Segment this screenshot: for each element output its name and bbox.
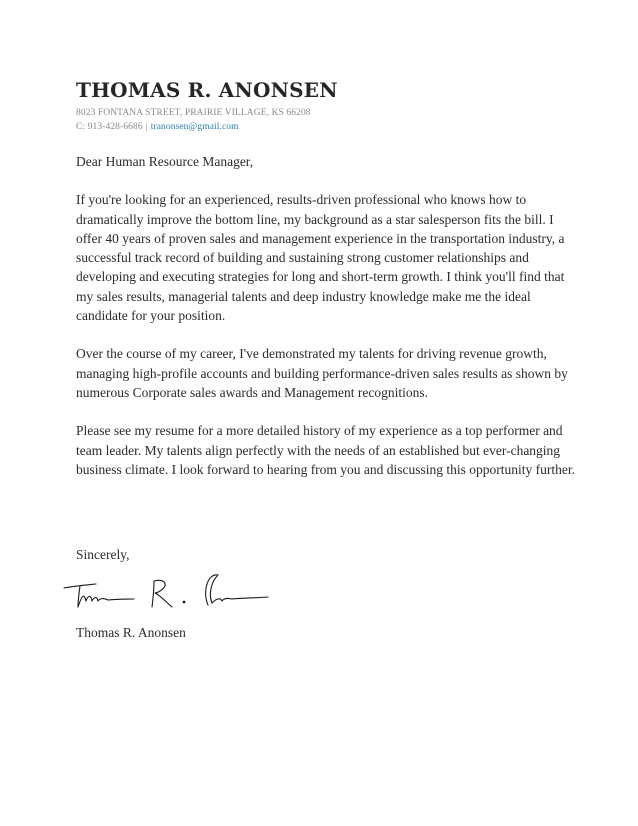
letter-body [76,152,576,498]
sender-name: THOMAS R. ANONSEN [76,78,338,102]
sender-phone: C: 913-428-6686 [76,122,143,132]
paragraph-career: Over the course of my career, I've demonstrated my talents for driving revenue growth, managing high-profile accounts and building performance-driven sales results as shown by numerous Corporate sales awards and Management recognitions. [76,346,568,400]
closing-line: Sincerely, [76,547,130,562]
paragraph-intro: If you're looking for an experienced, results-driven professional who knows how to dramatically improve the bottom line, my background as a star salesperson fits the bill. I offer 40 years of proven sales and management experience in the transportation industry, a successful track record of building and sustaining strong customer relationships and developing and executing strategies for long and short-term growth. I think you'll find that my sales results, managerial talents and deep industry knowledge make me the ideal candidate for your position. [76,192,565,324]
signer-name: Thomas R. Anonsen [76,625,186,640]
sender-email-link[interactable]: tranonsen@gmail.com [150,122,239,132]
letterhead [76,77,576,134]
handwritten-signature [62,565,272,611]
sender-contact [76,120,576,134]
contact-separator: | [145,122,148,132]
paragraph-closing-request: Please see my resume for a more detailed history of my experience as a top performer and team leader. My talents align perfectly with the needs of an established but ever-changing business climate. I look forward to hearing from you and discussing this opportunity further. [76,423,576,477]
salutation: Dear Human Resource Manager, [76,154,254,169]
sender-address: 8023 FONTANA STREET, PRAIRIE VILLAGE, KS 66208 [76,108,311,118]
